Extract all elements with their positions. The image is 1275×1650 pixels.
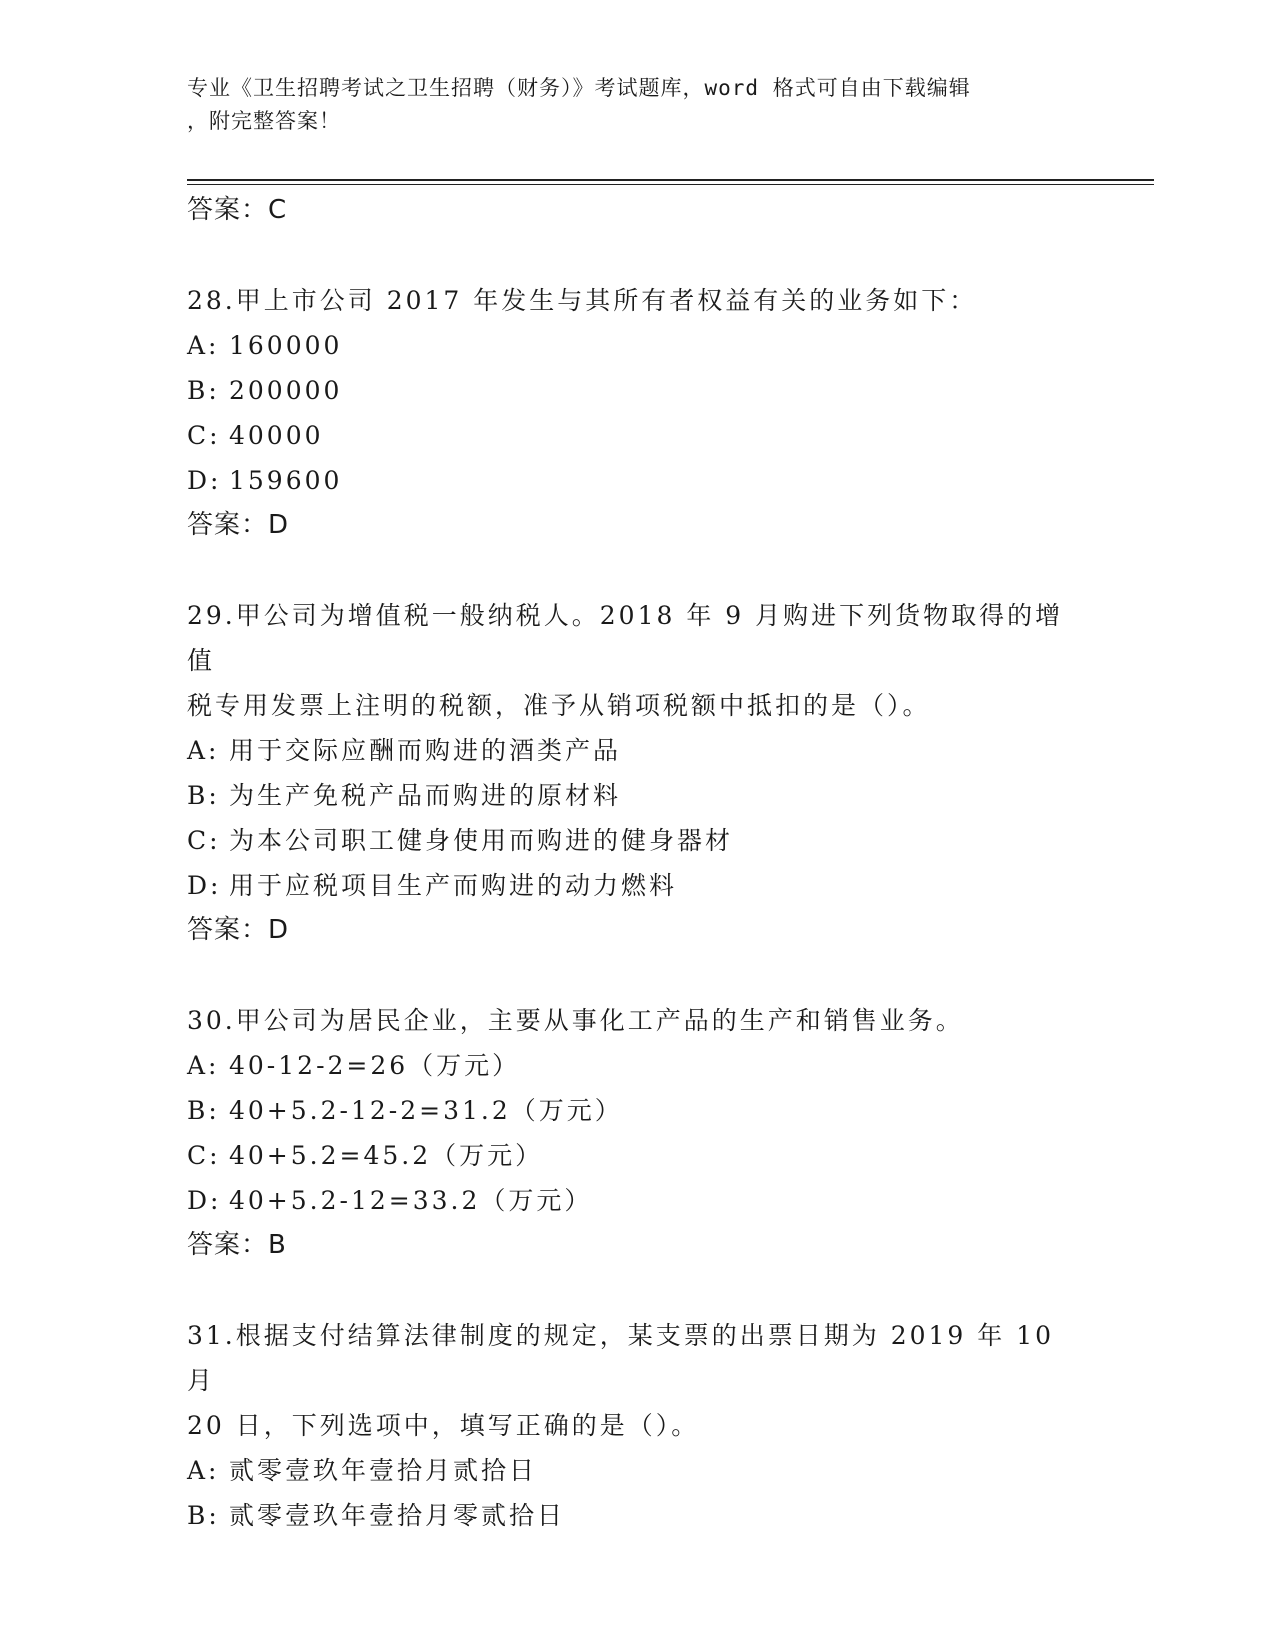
option-text: 为生产免税产品而购进的原材料 xyxy=(229,781,622,810)
option-text: 159600 xyxy=(229,466,343,495)
option-text: 用于应税项目生产而购进的动力燃料 xyxy=(229,871,678,900)
question-text-line-1: 29.甲公司为增值税一般纳税人。2018 年 9 月购进下列货物取得的增值 xyxy=(187,601,1064,675)
answer-line xyxy=(187,503,1087,548)
answer-value: D xyxy=(268,510,290,540)
option-text: 贰零壹玖年壹拾月贰拾日 xyxy=(229,1456,538,1485)
option-key: D: xyxy=(187,871,222,900)
header-rule-thick xyxy=(187,179,1154,181)
answer-value: D xyxy=(268,915,290,945)
option-b xyxy=(187,1493,1087,1538)
option-text: 40+5.2=45.2（万元） xyxy=(229,1141,544,1170)
header-rule-thin xyxy=(187,184,1154,185)
option-c xyxy=(187,818,1087,863)
option-key: D: xyxy=(187,1186,222,1215)
question-text: 30.甲公司为居民企业，主要从事化工产品的生产和销售业务。 xyxy=(187,1006,964,1035)
option-key: B: xyxy=(187,1501,220,1530)
answer-prefix: 答案： xyxy=(187,195,269,225)
option-key: B: xyxy=(187,1096,220,1125)
question-29 xyxy=(187,593,1087,953)
option-text: 贰零壹玖年壹拾月零贰拾日 xyxy=(229,1501,566,1530)
question-text-line-1: 31.根据支付结算法律制度的规定，某支票的出票日期为 2019 年 10 月 xyxy=(187,1321,1055,1395)
question-31 xyxy=(187,1313,1087,1538)
option-key: C: xyxy=(187,826,221,855)
answer-line xyxy=(187,908,1087,953)
option-key: C: xyxy=(187,1141,221,1170)
option-key: B: xyxy=(187,781,220,810)
page-header xyxy=(187,72,1087,138)
header-line-1: 专业《卫生招聘考试之卫生招聘（财务）》考试题库，word 格式可自由下载编辑 xyxy=(187,76,971,100)
option-b xyxy=(187,368,1087,413)
option-key: A: xyxy=(187,1456,220,1485)
option-d xyxy=(187,1178,1087,1223)
question-30 xyxy=(187,998,1087,1268)
answer-prefix: 答案： xyxy=(187,510,269,540)
option-text: 200000 xyxy=(229,376,343,405)
answer-value: B xyxy=(268,1230,287,1260)
option-key: B: xyxy=(187,376,220,405)
option-key: A: xyxy=(187,1051,220,1080)
option-key: A: xyxy=(187,736,220,765)
question-28 xyxy=(187,278,1087,548)
option-key: A: xyxy=(187,331,220,360)
option-a xyxy=(187,1043,1087,1088)
answer-line xyxy=(187,188,1087,233)
option-c xyxy=(187,1133,1087,1178)
option-b xyxy=(187,773,1087,818)
option-d xyxy=(187,458,1087,503)
option-text: 为本公司职工健身使用而购进的健身器材 xyxy=(229,826,734,855)
answer-prefix: 答案： xyxy=(187,1230,269,1260)
answer-line xyxy=(187,1223,1087,1268)
option-text: 40+5.2-12=33.2（万元） xyxy=(229,1186,593,1215)
option-text: 用于交际应酬而购进的酒类产品 xyxy=(229,736,622,765)
question-list xyxy=(187,188,1087,1538)
option-a xyxy=(187,323,1087,368)
option-a xyxy=(187,728,1087,773)
question-text-line-2: 20 日，下列选项中，填写正确的是（）。 xyxy=(187,1411,700,1440)
option-text: 40000 xyxy=(229,421,324,450)
option-d xyxy=(187,863,1087,908)
option-a xyxy=(187,1448,1087,1493)
option-key: C: xyxy=(187,421,221,450)
answer-prefix: 答案： xyxy=(187,915,269,945)
option-b xyxy=(187,1088,1087,1133)
option-key: D: xyxy=(187,466,222,495)
option-text: 160000 xyxy=(229,331,343,360)
option-text: 40+5.2-12-2=31.2（万元） xyxy=(229,1096,623,1125)
answer-value: C xyxy=(268,195,288,225)
option-text: 40-12-2=26（万元） xyxy=(229,1051,521,1080)
option-c xyxy=(187,413,1087,458)
question-text-line-2: 税专用发票上注明的税额，准予从销项税额中抵扣的是（）。 xyxy=(187,691,931,720)
header-line-2: ，附完整答案！ xyxy=(187,109,341,133)
question-text: 28.甲上市公司 2017 年发生与其所有者权益有关的业务如下： xyxy=(187,286,978,315)
